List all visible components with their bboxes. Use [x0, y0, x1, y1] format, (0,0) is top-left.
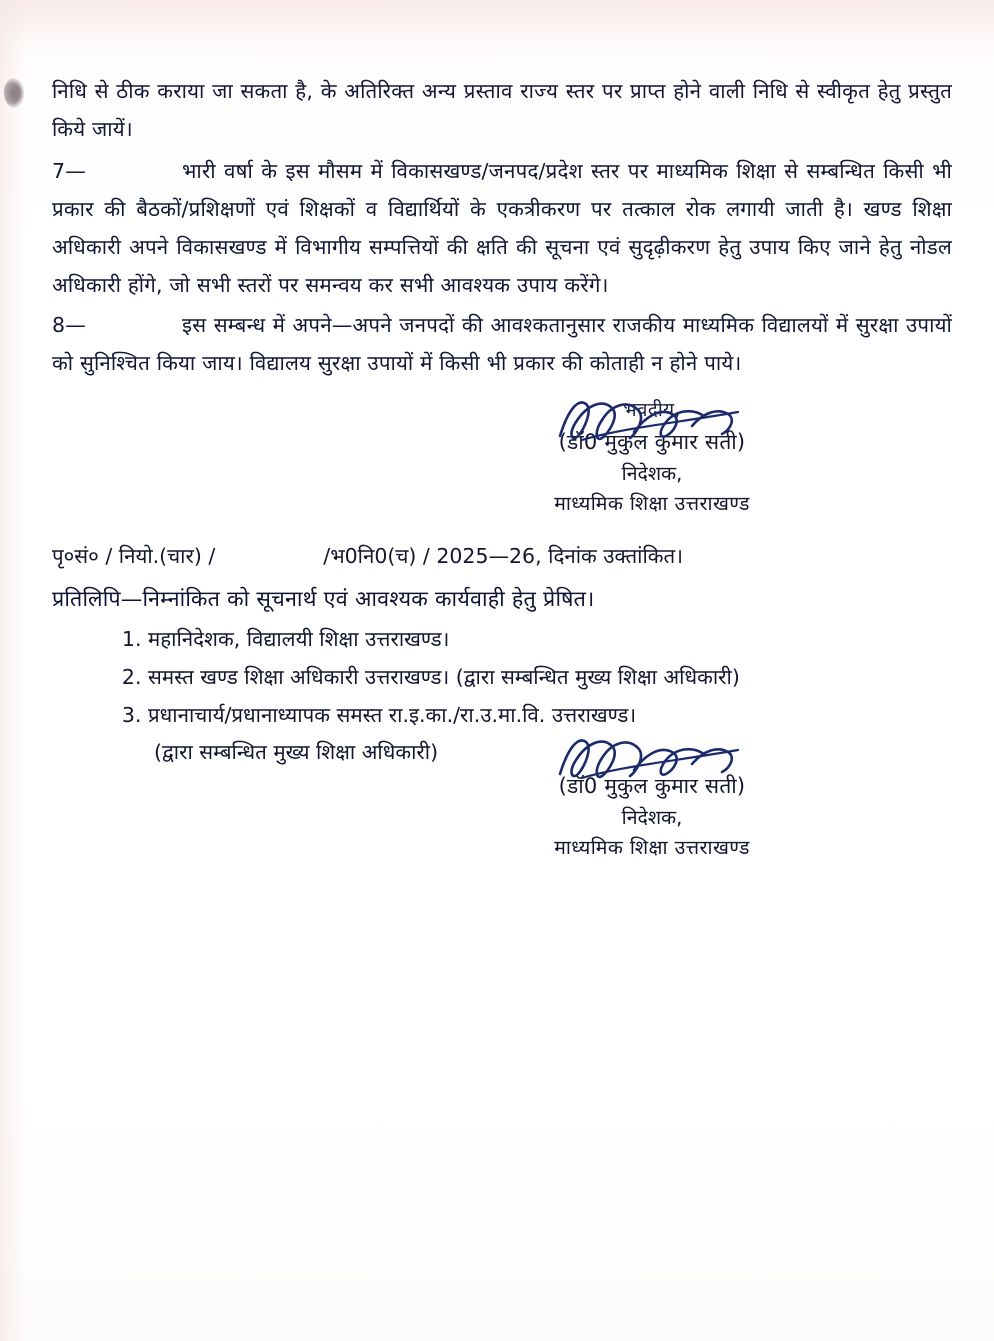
continued-paragraph: निधि से ठीक कराया जा सकता है, के अतिरिक्त अन्य प्रस्ताव राज्य स्तर पर प्राप्त होने वाली निधि से स्वीकृत हेतु प्रस्तुत किये जायें। [52, 79, 952, 141]
scan-smudge-icon [4, 78, 24, 108]
clause-7-number: 7— [52, 159, 86, 183]
copy-item-text: महानिदेशक, विद्यालयी शिक्षा उत्तराखण्ड। [148, 627, 450, 651]
clause-7-text: भारी वर्षा के इस मौसम में विकासखण्ड/जनपद/प्रदेश स्तर पर माध्यमिक शिक्षा से सम्बन्धित किसी भी प्रकार की बैठकों/प्रशिक्षणों एवं शिक्षकों व विद्यार्थियों के एकत्रीकरण पर तत्काल रोक लगायी जाती है। खण्ड शिक्षा अधिकारी अपने विकासखण्ड में विभागीय सम्पत्तियों की क्षति की सूचना एवं सुदृढ़ीकरण हेतु उपाय किए जाने हेतु नोडल अधिकारी होंगे, जो सभी स्तरों पर समन्वय कर सभी आवश्यक उपाय करेंगे। [52, 159, 952, 297]
signatory-designation: निदेशक, [621, 462, 683, 485]
copy-to-list [52, 621, 952, 771]
signatory-department: माध्यमिक शिक्षा उत्तराखण्ड [554, 492, 750, 515]
signatory-designation: निदेशक, [621, 806, 683, 829]
list-item [148, 621, 952, 658]
signature-block-primary [52, 396, 952, 516]
list-item [148, 659, 952, 696]
clause-8 [52, 306, 952, 382]
copy-to-heading: प्रतिलिपि—निम्नांकित को सूचनार्थ एवं आवश्यक कार्यवाही हेतु प्रेषित। [52, 587, 595, 612]
copy-item-text: प्रधानाचार्य/प्रधानाध्यापक समस्त रा.इ.का./रा.उ.मा.वि. उत्तराखण्ड। [148, 703, 637, 727]
signature-stack [554, 396, 750, 516]
reference-right: /भ0नि0(च) / 2025—26, दिनांक उक्तांकित। [323, 544, 683, 568]
clause-7 [52, 152, 952, 304]
copy-item-text: समस्त खण्ड शिक्षा अधिकारी उत्तराखण्ड। (द्वारा सम्बन्धित मुख्य शिक्षा अधिकारी) [148, 665, 740, 689]
document-content [52, 72, 952, 860]
reference-left: पृ०सं० / नियो.(चार) / [52, 544, 216, 568]
signatory-department: माध्यमिक शिक्षा उत्तराखण्ड [554, 836, 750, 859]
yours-faithfully: भवदीय, [623, 399, 681, 421]
signature-block-secondary [52, 766, 952, 860]
copy-item-subtext: (द्वारा सम्बन्धित मुख्य शिक्षा अधिकारी) [154, 740, 439, 764]
signatory-name: (डॉ0 मुकुल कुमार सती) [558, 430, 746, 454]
signatory-name: (डॉ0 मुकुल कुमार सती) [558, 774, 746, 798]
list-item [148, 697, 952, 771]
clause-8-number: 8— [52, 313, 86, 337]
signature-stack-secondary [554, 766, 750, 860]
reference-line [52, 542, 952, 570]
clause-8-text: इस सम्बन्ध में अपने—अपने जनपदों की आवश्कतानुसार राजकीय माध्यमिक विद्यालयों में सुरक्षा उपायों को सुनिश्चित किया जाय। विद्यालय सुरक्षा उपायों में किसी भी प्रकार की कोताही न होने पाये। [52, 313, 952, 375]
